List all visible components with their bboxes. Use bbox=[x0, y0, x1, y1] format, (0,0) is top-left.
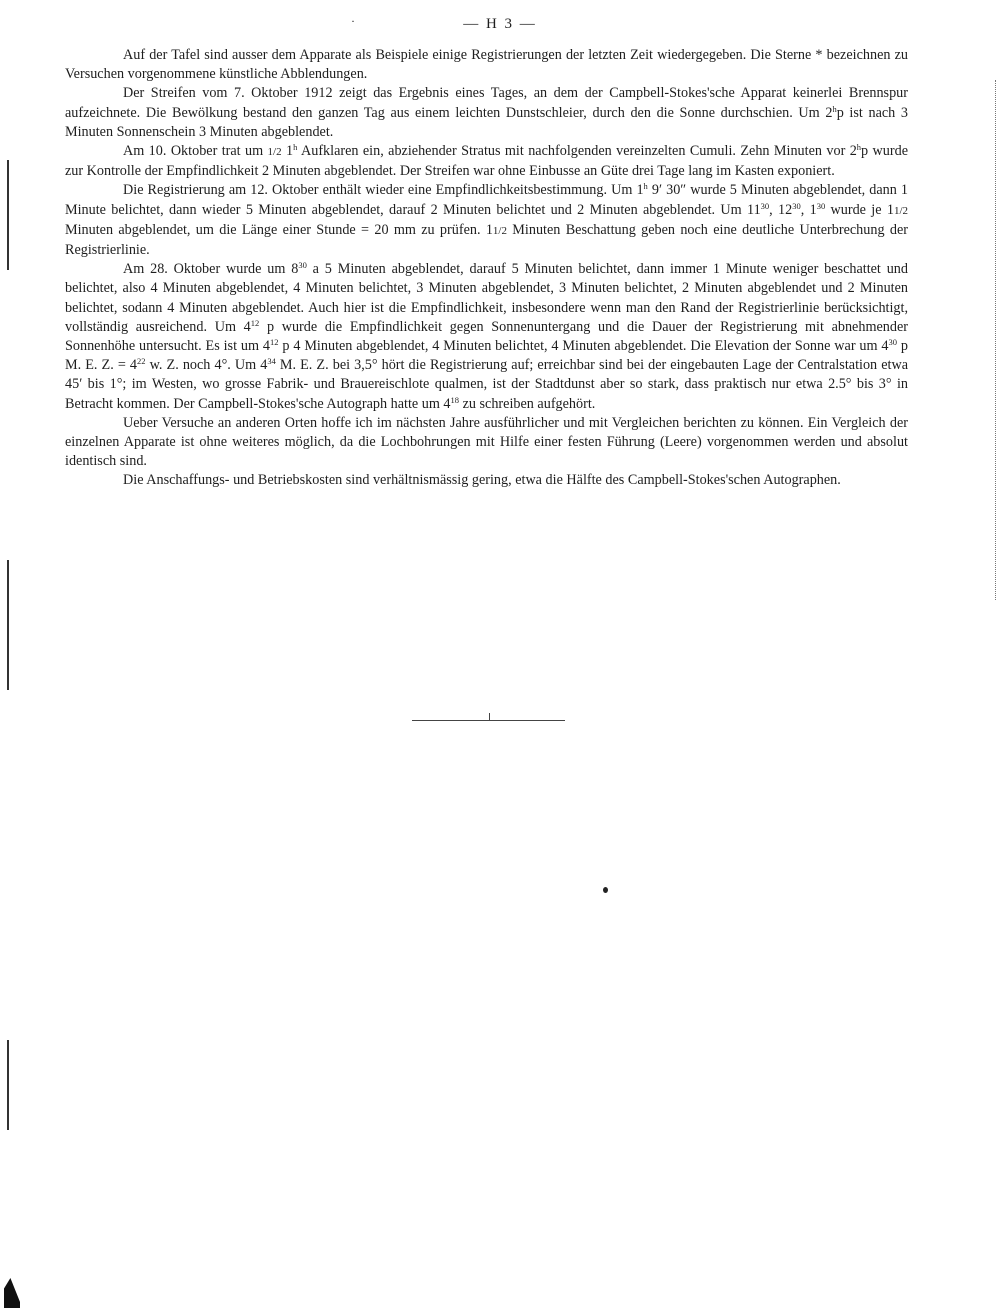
paragraph-2: Der Streifen vom 7. Oktober 1912 zeigt das Ergebnis eines Tages, an dem der Campbell-Stokes'sche Apparat keinerlei Brennspur aufzeichnete. Die Bewölkung bestand den ganzen Tag aus einem leichten Dunstschleier, durch den die Sonne durchschien. Um 2$^h$p ist nach 3 Minuten Sonnenschein 3 Minuten abgeblendet. bbox=[65, 85, 908, 140]
paragraph-4: Die Registrierung am 12. Oktober enthält wieder eine Empfindlichkeitsbestimmung. Um 1$^h$ 9′ 30″ wurde 5 Minuten abgeblendet, dann 1 Minute belichtet, dann wieder 5 Minuten abgeblendet, darauf 2 Minuten belichtet und 2 Minuten abgeblendet. Um $11^{30}$, $12^{30}$, $1^{30}$ wurde je 11/2 Minuten abgeblendet, um die Länge einer Stunde = 20 mm zu prüfen. 11/2 Minuten Beschattung geben noch eine deutliche Unterbrechung der Registrierlinie. bbox=[65, 181, 909, 259]
scan-edge-left bbox=[7, 160, 9, 270]
body-text bbox=[65, 46, 908, 491]
end-rule-tick bbox=[489, 713, 490, 721]
scan-edge-right bbox=[995, 80, 997, 600]
scan-edge-left bbox=[7, 560, 9, 690]
corner-mark bbox=[4, 1278, 20, 1308]
scan-edge-left bbox=[7, 1040, 9, 1130]
page-number: — H 3 — bbox=[463, 16, 537, 32]
ink-dot bbox=[603, 887, 608, 893]
paragraph-7: Die Anschaffungs- und Betriebskosten sind verhältnismässig gering, etwa die Hälfte des Campbell-Stokes'schen Autographen. bbox=[123, 472, 841, 489]
paragraph-5: Am 28. Oktober wurde um $8^{30}$ a 5 Minuten abgeblendet, darauf 5 Minuten belichtet, dann immer 1 Minute weniger beschattet und belichtet, also 4 Minuten abgeblendet, 4 Minuten belichtet, 3 Minuten abgeblendet, 3 Minuten belichtet, 2 Minuten abgeblendet und 2 Minuten belichtet, sodann 4 Minuten abgeblendet. Auch hier ist die Empfindlichkeit, insbesondere wenn man den Rand der Registrierlinie berücksichtigt, vollständig ausreichend. Um $4^{12}$ p wurde die Empfindlichkeit gegen Sonnenuntergang und die Dauer der Registrierung mit abnehmender Sonnenhöhe untersucht. Es ist um $4^{12}$ p 4 Minuten abgeblendet, 4 Minuten belichtet, 4 Minuten abgeblendet. Die Elevation der Sonne war um $4^{30}$ p M. E. Z. = $4^{22}$ w. Z. noch 4°. Um $4^{34}$ M. E. Z. bei 3,5° hört die Registrierung auf; erreichbar sind bei der eingebauten Lage der Centralstation etwa 45′ bis 1°; im Westen, wo grosse Fabrik- und Brauereischlote qualmen, ist der Stadtdunst aber so stark, dass praktisch nur etwa 2.5° bis 3° in Betracht kommen. Der Campbell-Stokes'sche Autograph hatte um $4^{18}$ zu schreiben aufgehört. bbox=[65, 260, 909, 412]
paragraph-1: Auf der Tafel sind ausser dem Apparate als Beispiele einige Registrierungen der letzten Zeit wiedergegeben. Die Sterne * bezeichnen zu Versuchen vorgenommene künstliche Abblendungen. bbox=[65, 47, 908, 83]
paragraph-3: Am 10. Oktober trat um 1/2 1$^h$ Aufklaren ein, abziehender Stratus mit nachfolgenden vereinzelten Cumuli. Zehn Minuten vor 2$^h$p wurde zur Kontrolle der Empfindlichkeit 2 Minuten abgeblendet. Der Streifen war ohne Einbusse an Güte drei Tage lang im Kasten exponiert. bbox=[65, 142, 908, 180]
paragraph-6: Ueber Versuche an anderen Orten hoffe ich im nächsten Jahre ausführlicher und mit Vergleichen berichten zu können. Ein Vergleich der einzelnen Apparate ist ohne weiteres möglich, da die Lochbohrungen mit Hilfe einer festen Führung (Leere) vorgenommen werden und absolut identisch sind. bbox=[65, 414, 908, 470]
header-dot: · bbox=[351, 14, 355, 28]
